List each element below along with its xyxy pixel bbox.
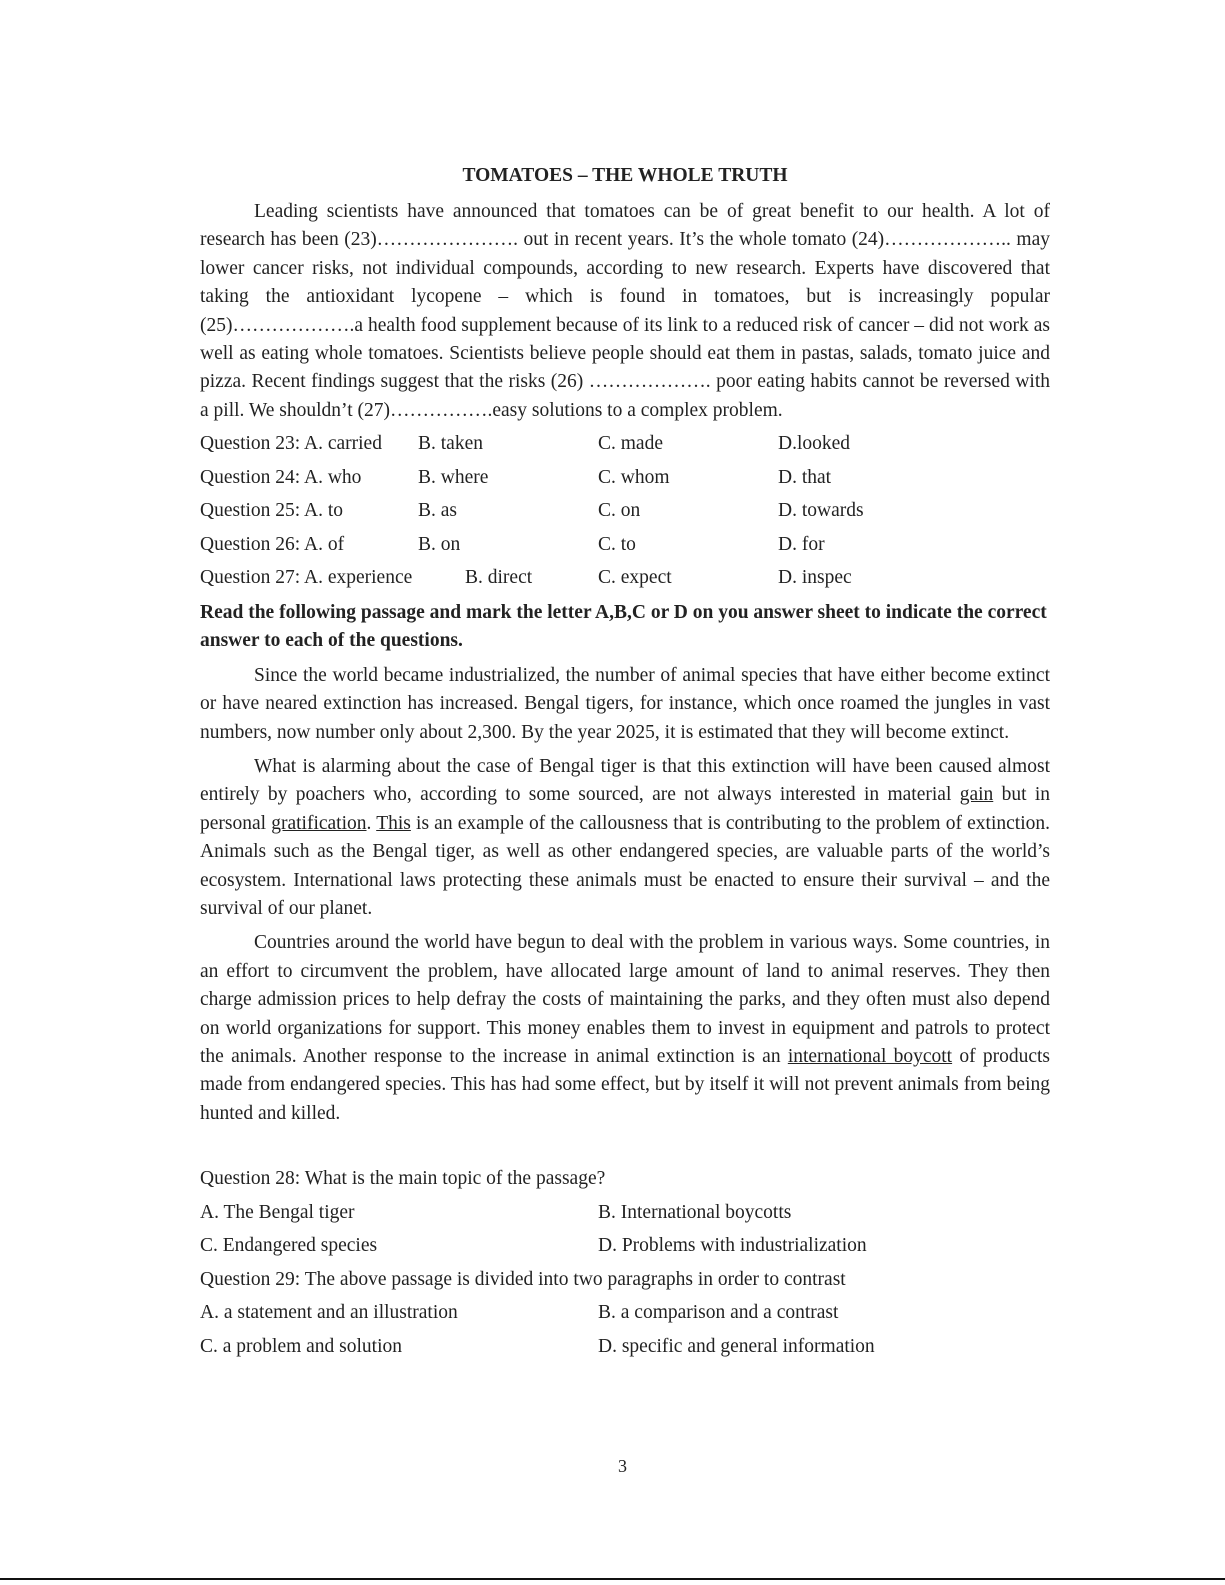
q29-option-c: C. a problem and solution [200,1335,403,1357]
q29-row-1 [200,1296,1050,1330]
p2-text-a: What is alarming about the case of Bengal tiger is that this extinction will have been caused almost entirely by poachers who, according to some sourced, are not always interested in material [200,755,1050,806]
q26-option-a: Question 26: A. of [200,533,345,555]
bottom-divider [0,1578,1225,1580]
q23-option-c: C. made [598,433,663,455]
q28-row-2 [200,1229,1050,1263]
q25-option-d: D. towards [778,500,864,522]
question-23 [200,427,1050,461]
q26-option-d: D. for [778,533,825,555]
question-24 [200,461,1050,495]
q27-option-a: Question 27: A. experience [200,567,413,589]
q28-option-a: A. The Bengal tiger [200,1201,355,1223]
p2-text-b: but in personal [200,784,1050,834]
underlined-gratification: gratification [271,812,367,834]
q24-option-c: C. whom [598,466,670,488]
q29-option-d: D. specific and general information [598,1335,875,1357]
question-29 [200,1263,1050,1364]
q29-stem: Question 29: The above passage is divided into two paragraphs in order to contrast [200,1268,846,1290]
q28-option-b: B. International boycotts [598,1201,792,1223]
underlined-this: This [376,812,411,834]
q25-option-b: B. as [418,500,457,522]
q29-option-b: B. a comparison and a contrast [598,1302,839,1324]
q28-option-d: D. Problems with industrialization [598,1235,867,1257]
reading-instruction: Read the following passage and mark the letter A,B,C or D on you answer sheet to indicate the correct answer to each of the questions. [200,601,1047,652]
passage-paragraph-2 [200,753,1050,923]
p2-text-c: . [366,812,377,834]
passage-paragraph-3 [200,929,1050,1128]
question-28 [200,1162,1050,1263]
q26-option-c: C. to [598,533,636,555]
q23-option-d: D.looked [778,433,851,455]
q27-option-d: D. inspec [778,567,852,589]
question-27 [200,561,1050,595]
question-26 [200,528,1050,562]
q28-stem: Question 28: What is the main topic of the passage? [200,1168,606,1190]
underlined-gain: gain [959,784,994,806]
p3-text-a: Countries around the world have begun to deal with the problem in various ways. Some countries, in an effort to circumvent the problem, have allocated large amount of land to animal reserves. They then charge admission prices to help defray the costs of maintaining the parks, and they often must also depend on world organizations for support. This money enables them to invest in equipment and patrols to protect the animals. Another response to the increase in animal extinction is an [200,932,1050,1068]
q29-option-a: A. a statement and an illustration [200,1302,458,1324]
cloze-questions [200,427,1050,595]
q23-option-b: B. taken [418,433,483,455]
q23-option-a: Question 23: A. carried [200,433,382,455]
q25-option-c: C. on [598,500,641,522]
q25-option-a: Question 25: A. to [200,500,344,522]
q24-option-a: Question 24: A. who [200,466,362,488]
q28-option-c: C. Endangered species [200,1235,378,1257]
q29-row-2 [200,1330,1050,1364]
page-number: 3 [618,1456,627,1476]
p3-text-b: of products made from endangered species. This has had some effect, but by itself it will not prevent animals from being hunted and killed. [200,1046,1050,1124]
q28-row-1 [200,1196,1050,1230]
passage-title: TOMATOES – THE WHOLE TRUTH [462,165,788,186]
q27-option-b: B. direct [465,567,533,589]
q27-option-c: C. expect [598,567,672,589]
question-25 [200,494,1050,528]
p2-text-d: is an example of the callousness that is contributing to the problem of extinction. Animals such as the Bengal tiger, as well as other endangered species, are valuable parts of the world’s ecosystem. International laws protecting these animals must be enacted to ensure their survival – and the survival of our planet. [200,812,1050,919]
tomato-passage: Leading scientists have announced that tomatoes can be of great benefit to our health. A lot of research has been (23)…………………. out in recent years. It’s the whole tomato (24)……………….. may lower cancer risks, not individual compounds, according to new research. Experts have discovered that taking the antioxidant lycopene – which is found in tomatoes, but is increasingly popular (25)……………….a health food supplement because of its link to a reduced risk of cancer – did not work as well as eating whole tomatoes. Scientists believe people should eat them in pastas, salads, tomato juice and pizza. Recent findings suggest that the risks (26) ………………. poor eating habits cannot be reversed with a pill. We shouldn’t (27)…………….easy solutions to a complex problem. [200,201,1050,421]
q24-option-d: D. that [778,466,832,488]
q26-option-b: B. on [418,533,461,555]
passage-paragraph-1: Since the world became industrialized, the number of animal species that have either become extinct or have neared extinction has increased. Bengal tigers, for instance, which once roamed the jungles in vast numbers, now number only about 2,300. By the year 2025, it is estimated that they will become extinct. [200,664,1050,743]
q24-option-b: B. where [418,466,489,488]
document-page [200,162,1050,1363]
underlined-international-boycott: international boycott [787,1046,953,1068]
